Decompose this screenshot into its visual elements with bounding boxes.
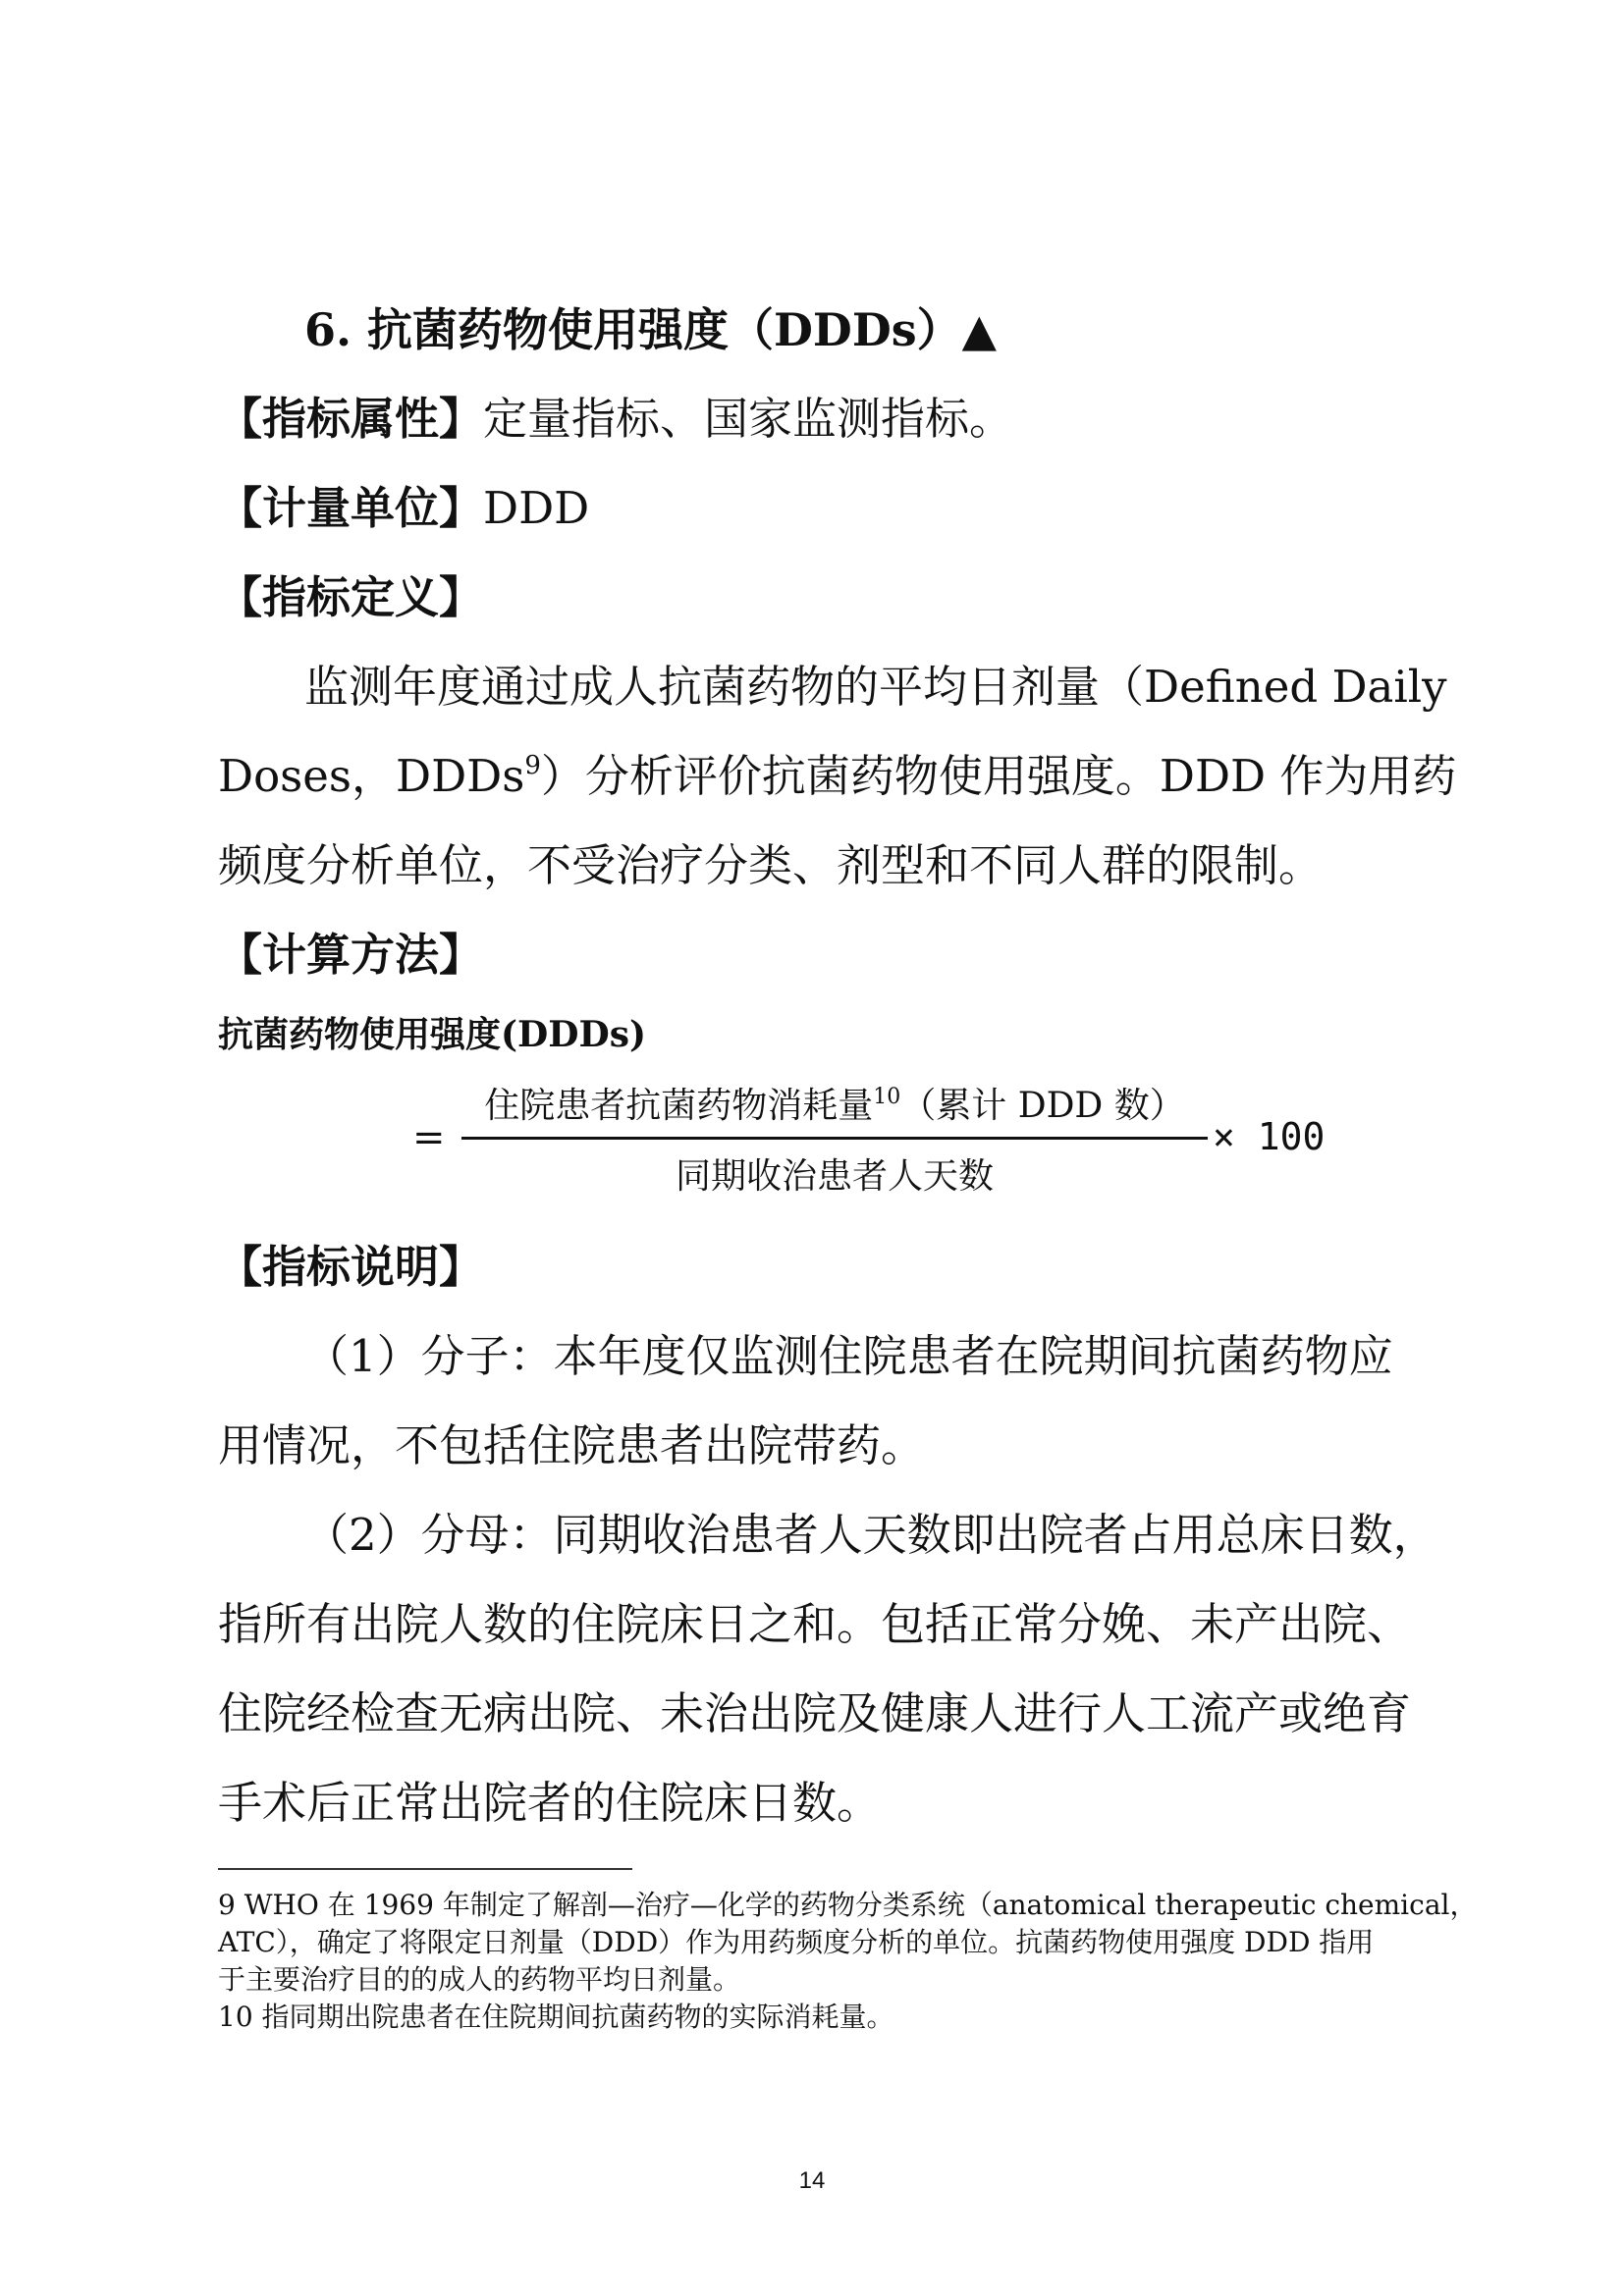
fraction-bar	[461, 1137, 1208, 1140]
explanation-p2-line-3: 住院经检查无病出院、未治出院及健康人进行人工流产或绝育	[218, 1687, 1412, 1739]
numerator-text: 住院患者抗菌药物消耗量	[484, 1086, 874, 1126]
definition-line-1: 监测年度通过成人抗菌药物的平均日剂量（Defined Daily	[304, 661, 1447, 713]
unit-row	[218, 479, 1406, 538]
unit-text: DDD	[483, 482, 590, 534]
explanation-label: 【指标说明】	[218, 1241, 484, 1293]
footnote-ref-10: 10	[873, 1085, 901, 1109]
section-heading: 6. 抗菌药物使用强度（DDDs）▲	[304, 303, 997, 356]
formula-denominator: 同期收治患者人天数	[675, 1156, 994, 1197]
formula	[412, 1078, 1326, 1205]
attribute-row	[218, 390, 1406, 449]
footnote-9-line-1: 9 WHO 在 1969 年制定了解剖—治疗—化学的药物分类系统（anatomical therapeutic chemical，	[218, 1889, 1478, 1921]
attribute-label: 【指标属性】	[218, 393, 484, 445]
formula-numerator	[461, 1078, 1208, 1128]
explanation-p1-line-2: 用情况，不包括住院患者出院带药。	[218, 1419, 926, 1471]
footnote-9-line-3: 于主要治疗目的的成人的药物平均日剂量。	[218, 1963, 741, 1996]
formula-multiplier: × 100	[1213, 1115, 1326, 1158]
numerator-unit: （累计 DDD 数）	[900, 1086, 1185, 1126]
definition-line-2	[218, 747, 1457, 806]
explanation-p2-line-4: 手术后正常出院者的住院床日数。	[218, 1777, 882, 1829]
method-label: 【计算方法】	[218, 929, 484, 981]
footnote-ref-9: 9	[524, 751, 541, 780]
footnote-10: 10 指同期出院患者在住院期间抗菌药物的实际消耗量。	[218, 2001, 894, 2033]
definition-line-2-end: ）分析评价抗菌药物使用强度。DDD 作为用药	[540, 750, 1457, 802]
definition-label: 【指标定义】	[218, 571, 484, 623]
unit-label: 【计量单位】	[218, 482, 484, 534]
definition-line-3: 频度分析单位，不受治疗分类、剂型和不同人群的限制。	[218, 839, 1324, 891]
explanation-p2-line-1: （2）分母：同期收治患者人天数即出院者占用总床日数，	[304, 1509, 1437, 1561]
formula-equals: =	[412, 1115, 446, 1160]
footnote-separator	[218, 1868, 632, 1870]
explanation-p1-line-1: （1）分子：本年度仅监测住院患者在院期间抗菌药物应	[304, 1330, 1393, 1382]
attribute-text: 定量指标、国家监测指标。	[483, 393, 1014, 445]
definition-line-2-start: Doses，DDDs	[218, 750, 525, 802]
footnote-9-line-2: ATC），确定了将限定日剂量（DDD）作为用药频度分析的单位。抗菌药物使用强度 DDD 指用	[218, 1926, 1375, 1958]
page-number: 14	[798, 2167, 826, 2194]
explanation-p2-line-2: 指所有出院人数的住院床日之和。包括正常分娩、未产出院、	[218, 1598, 1412, 1650]
formula-title: 抗菌药物使用强度(DDDs)	[218, 1014, 646, 1055]
